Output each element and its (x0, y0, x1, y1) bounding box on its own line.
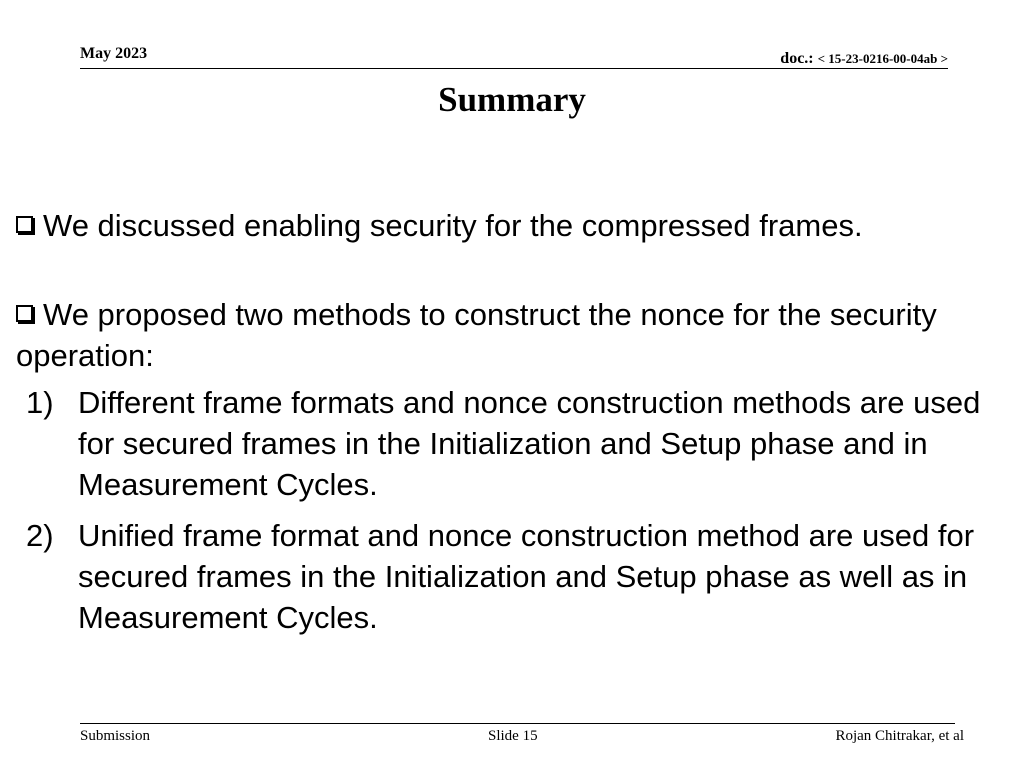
bullet-text: We discussed enabling security for the compressed frames. (43, 208, 863, 243)
item-text: Different frame formats and nonce construction methods are used for secured frames in the Initialization and Setup phase and in Measurement Cycles. (78, 385, 981, 502)
doc-number: < 15-23-0216-00-04ab > (817, 51, 948, 66)
bullet-item (10, 294, 1010, 376)
header-doc-id (780, 50, 948, 68)
bullet-text: We proposed two methods to construct the nonce for the security operation: (16, 297, 937, 373)
item-number: 1) (26, 385, 54, 420)
checkbox-bullet-icon (16, 305, 33, 322)
header-divider (80, 68, 948, 69)
slide-body (10, 205, 1010, 648)
numbered-list (10, 382, 1010, 638)
footer-submission: Submission (80, 728, 151, 744)
item-number: 2) (26, 518, 54, 553)
checkbox-bullet-icon (16, 216, 33, 233)
footer-divider (80, 723, 955, 724)
slide-title: Summary (438, 80, 586, 119)
header-date: May 2023 (80, 45, 148, 62)
numbered-item (10, 382, 1010, 505)
footer-author: Rojan Chitrakar, et al (835, 728, 964, 744)
footer-slide-number: Slide 15 (488, 728, 538, 744)
numbered-item (10, 515, 1010, 638)
item-text: Unified frame format and nonce construction method are used for secured frames in the Initialization and Setup phase as well as in Measurement Cycles. (78, 518, 975, 635)
bullet-item (10, 205, 1010, 246)
doc-prefix: doc.: (780, 50, 814, 67)
